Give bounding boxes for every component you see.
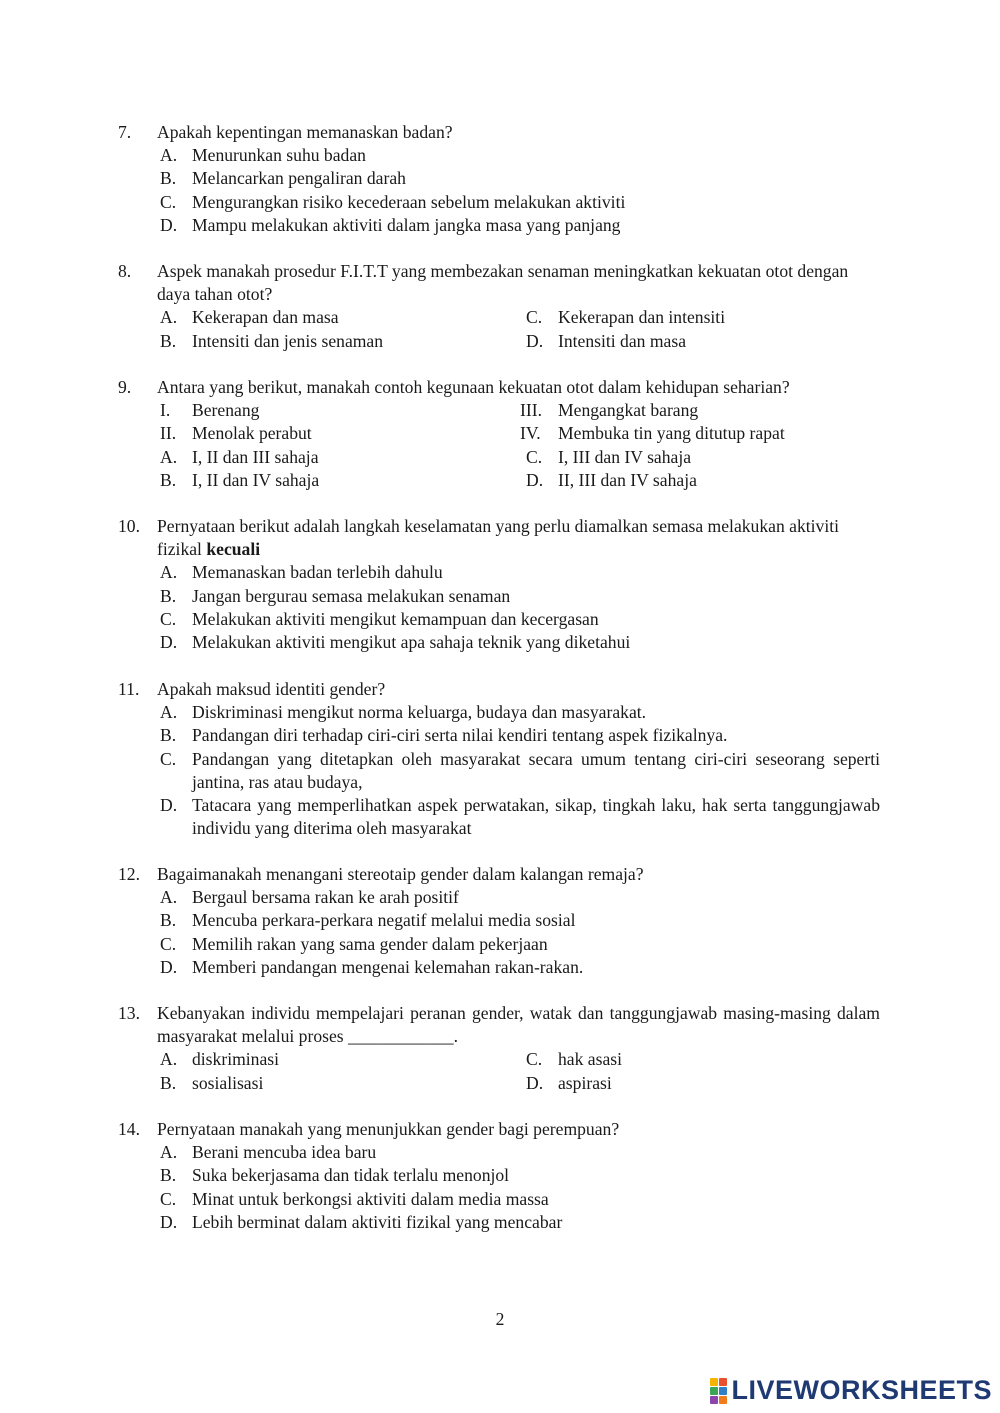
question-7 [118,121,880,237]
option-a[interactable]: A. Bergaul bersama rakan ke arah positif [160,887,459,908]
question-number: 11. [118,679,140,699]
question-10 [118,515,880,654]
question-text: Antara yang berikut, manakah contoh kegunaan kekuatan otot dalam kehidupan seharian? [157,377,790,397]
option-d[interactable]: D. Memberi pandangan mengenai kelemahan rakan-rakan. [160,956,584,977]
question-number: 10. [118,516,140,536]
option-b[interactable]: B. Melancarkan pengaliran darah [160,168,406,189]
option-c[interactable]: C. I, III dan IV sahaja [526,446,692,467]
question-number: 9. [118,377,132,397]
question-text: Kebanyakan individu mempelajari peranan gender, watak dan tanggungjawab masing-masing dalam masyarakat melalui proses ____________. [157,1003,880,1047]
option-d[interactable]: D. Intensiti dan masa [526,330,687,351]
option-b[interactable]: B. Mencuba perkara-perkara negatif melalui media sosial [160,910,576,931]
statement-iii: III. Mengangkat barang [520,400,699,421]
option-a[interactable]: A. diskriminasi [160,1049,279,1070]
question-text: Bagaimanakah menangani stereotaip gender dalam kalangan remaja? [157,864,644,884]
option-a[interactable]: A. Berani mencuba idea baru [160,1142,377,1163]
option-c[interactable]: C. Minat untuk berkongsi aktiviti dalam media massa [160,1188,549,1209]
option-b[interactable]: B. Pandangan diri terhadap ciri-ciri serta nilai kendiri tentang aspek fizikalnya. [160,725,728,746]
option-b[interactable]: B. I, II dan IV sahaja [160,469,320,490]
option-d[interactable]: D. II, III dan IV sahaja [526,469,697,490]
option-b[interactable]: B. Jangan bergurau semasa melakukan senaman [160,585,511,606]
question-14 [118,1118,880,1234]
statement-ii: II. Menolak perabut [160,423,312,444]
question-number: 13. [118,1003,140,1023]
option-d[interactable]: D. Tatacara yang memperlihatkan aspek perwatakan, sikap, tingkah laku, hak serta tanggungjawab individu yang diterima oleh masyarakat [160,795,880,839]
option-c[interactable]: C. Pandangan yang ditetapkan oleh masyarakat secara umum tentang ciri-ciri seseorang seperti jantina, ras atau budaya, [160,748,880,792]
question-number: 14. [118,1119,140,1139]
question-text: Apakah kepentingan memanaskan badan? [157,122,453,142]
question-12 [118,863,880,979]
option-a[interactable]: A. Memanaskan badan terlebih dahulu [160,562,443,583]
option-b[interactable]: B. Suka bekerjasama dan tidak terlalu menonjol [160,1165,510,1186]
option-b[interactable]: B. sosialisasi [160,1072,264,1093]
option-c[interactable]: C. hak asasi [526,1049,623,1070]
option-a[interactable]: A. Menurunkan suhu badan [160,145,366,166]
option-d[interactable]: D. Lebih berminat dalam aktiviti fizikal yang mencabar [160,1211,563,1232]
question-13 [118,1002,880,1095]
brand-name: LIVEWORKSHEETS [731,1375,992,1406]
option-d[interactable]: D. Melakukan aktiviti mengikut apa sahaja teknik yang diketahui [160,632,631,653]
question-text: Pernyataan berikut adalah langkah keselamatan yang perlu diamalkan semasa melakukan aktiviti fizikal kecuali [157,516,839,560]
option-c[interactable]: C. Mengurangkan risiko kecederaan sebelum melakukan aktiviti [160,191,626,212]
emphasis-word: kecuali [206,539,261,560]
question-number: 8. [118,261,132,281]
question-number: 12. [118,864,140,884]
statement-iv: IV. Membuka tin yang ditutup rapat [520,423,785,444]
option-c[interactable]: C. Melakukan aktiviti mengikut kemampuan dan kecergasan [160,608,599,629]
option-c[interactable]: C. Memilih rakan yang sama gender dalam pekerjaan [160,933,548,954]
option-b[interactable]: B. Intensiti dan jenis senaman [160,330,384,351]
question-9 [118,376,880,492]
question-text: Pernyataan manakah yang menunjukkan gender bagi perempuan? [157,1119,620,1139]
liveworksheets-logo[interactable] [710,1375,992,1406]
question-number: 7. [118,122,132,142]
question-8 [118,260,880,353]
option-d[interactable]: D. Mampu melakukan aktiviti dalam jangka masa yang panjang [160,214,621,235]
option-a[interactable]: A. Kekerapan dan masa [160,307,339,328]
page-number: 2 [495,1309,505,1329]
option-c[interactable]: C. Kekerapan dan intensiti [526,307,726,328]
option-a[interactable]: A. I, II dan III sahaja [160,446,319,467]
question-text: Aspek manakah prosedur F.I.T.T yang membezakan senaman meningkatkan kekuatan otot dengan daya tahan otot? [157,261,849,305]
statement-i: I. Berenang [160,400,260,421]
option-a[interactable]: A. Diskriminasi mengikut norma keluarga, budaya dan masyarakat. [160,702,647,723]
question-11 [118,678,880,840]
liveworksheets-logo-icon [710,1378,727,1404]
question-text: Apakah maksud identiti gender? [157,679,386,699]
option-d[interactable]: D. aspirasi [526,1072,612,1093]
